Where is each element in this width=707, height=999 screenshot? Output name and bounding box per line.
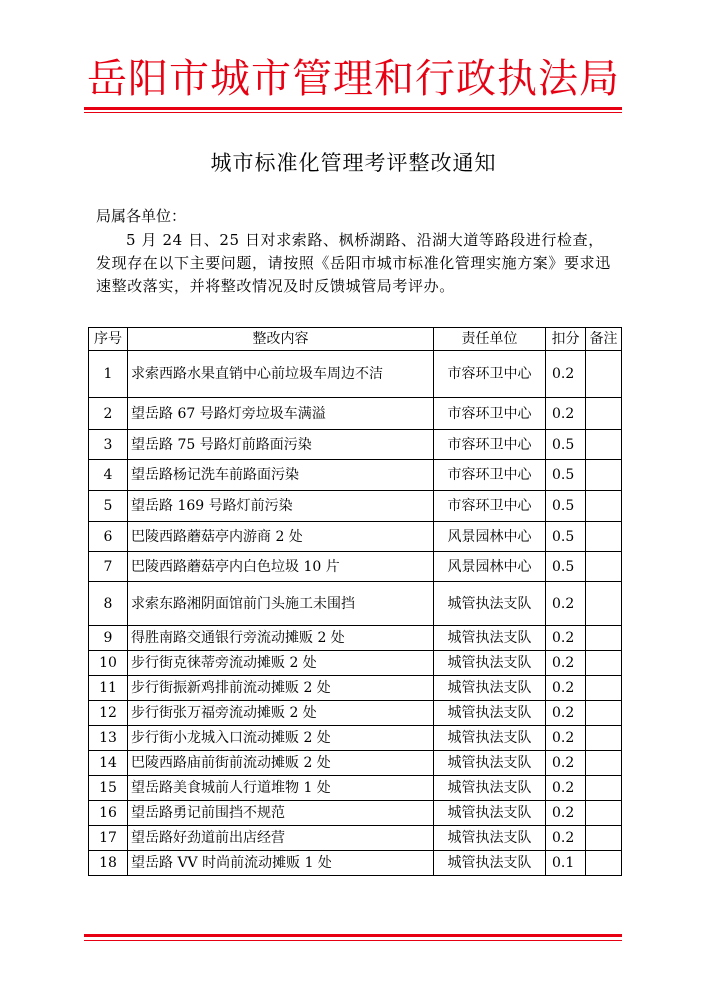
table-row	[89, 460, 622, 491]
row-unit: 风景园林中心	[434, 522, 546, 552]
header-item: 整改内容	[128, 328, 434, 351]
row-score: 0.2	[546, 651, 586, 676]
row-note	[586, 851, 622, 876]
row-num: 7	[89, 552, 128, 582]
row-unit: 风景园林中心	[434, 552, 546, 582]
footer-rule-thick	[84, 934, 622, 937]
row-num: 5	[89, 491, 128, 522]
table-row	[89, 676, 622, 701]
table-row	[89, 651, 622, 676]
row-num: 12	[89, 701, 128, 726]
row-item: 望岳路杨记洗车前路面污染	[128, 460, 434, 491]
row-unit: 市容环卫中心	[434, 460, 546, 491]
row-note	[586, 491, 622, 522]
row-num: 3	[89, 430, 128, 460]
row-note	[586, 651, 622, 676]
row-score: 0.1	[546, 851, 586, 876]
row-note	[586, 701, 622, 726]
row-score: 0.5	[546, 430, 586, 460]
table-header-row	[89, 328, 622, 351]
row-item: 望岳路好劲道前出店经营	[128, 826, 434, 851]
row-num: 8	[89, 582, 128, 626]
row-item: 望岳路 169 号路灯前污染	[128, 491, 434, 522]
row-unit: 市容环卫中心	[434, 351, 546, 398]
header-num: 序号	[89, 328, 128, 351]
row-score: 0.2	[546, 351, 586, 398]
row-note	[586, 398, 622, 430]
row-score: 0.2	[546, 826, 586, 851]
table-row	[89, 701, 622, 726]
org-name-header: 岳阳市城市管理和行政执法局	[87, 56, 620, 102]
row-score: 0.2	[546, 776, 586, 801]
row-num: 11	[89, 676, 128, 701]
row-num: 1	[89, 351, 128, 398]
row-num: 13	[89, 726, 128, 751]
row-item: 望岳路美食城前人行道堆物 1 处	[128, 776, 434, 801]
row-unit: 城管执法支队	[434, 651, 546, 676]
row-score: 0.2	[546, 751, 586, 776]
addressee: 局属各单位：	[96, 207, 187, 225]
header-note: 备注	[586, 328, 622, 351]
row-num: 2	[89, 398, 128, 430]
row-unit: 城管执法支队	[434, 826, 546, 851]
row-num: 17	[89, 826, 128, 851]
row-score: 0.2	[546, 398, 586, 430]
row-note	[586, 801, 622, 826]
row-score: 0.2	[546, 701, 586, 726]
row-item: 得胜南路交通银行旁流动摊贩 2 处	[128, 626, 434, 651]
row-score: 0.5	[546, 460, 586, 491]
row-note	[586, 826, 622, 851]
table-row	[89, 430, 622, 460]
table-row	[89, 851, 622, 876]
row-unit: 市容环卫中心	[434, 430, 546, 460]
header-rule-thin	[84, 112, 622, 113]
row-unit: 城管执法支队	[434, 701, 546, 726]
row-note	[586, 751, 622, 776]
table-row	[89, 726, 622, 751]
row-score: 0.5	[546, 522, 586, 552]
row-note	[586, 676, 622, 701]
row-item: 步行街振新鸡排前流动摊贩 2 处	[128, 676, 434, 701]
row-note	[586, 552, 622, 582]
header-unit: 责任单位	[434, 328, 546, 351]
table-row	[89, 491, 622, 522]
row-num: 4	[89, 460, 128, 491]
row-num: 18	[89, 851, 128, 876]
header-score: 扣分	[546, 328, 586, 351]
row-item: 求索东路湘阴面馆前门头施工未围挡	[128, 582, 434, 626]
row-item: 望岳路 75 号路灯前路面污染	[128, 430, 434, 460]
footer-rule-thin	[84, 940, 622, 941]
row-note	[586, 726, 622, 751]
table-row	[89, 351, 622, 398]
notice-body: 5 月 24 日、25 日对求索路、枫桥湖路、沿湖大道等路段进行检查，发现存在以下主要问题，请按照《岳阳市城市标准化管理实施方案》要求迅速整改落实，并将整改情况及时反馈城管局考评办。	[96, 231, 611, 295]
row-note	[586, 430, 622, 460]
row-item: 巴陵西路庙前街前流动摊贩 2 处	[128, 751, 434, 776]
header-rule-thick	[84, 107, 622, 110]
table-row	[89, 801, 622, 826]
row-unit: 市容环卫中心	[434, 398, 546, 430]
row-unit: 城管执法支队	[434, 676, 546, 701]
row-num: 14	[89, 751, 128, 776]
row-unit: 城管执法支队	[434, 801, 546, 826]
table-row	[89, 776, 622, 801]
row-note	[586, 626, 622, 651]
row-score: 0.2	[546, 801, 586, 826]
row-score: 0.2	[546, 676, 586, 701]
document-title: 城市标准化管理考评整改通知	[210, 151, 497, 175]
row-score: 0.5	[546, 552, 586, 582]
row-item: 求索西路水果直销中心前垃圾车周边不洁	[128, 351, 434, 398]
row-note	[586, 582, 622, 626]
row-item: 望岳路勇记前围挡不规范	[128, 801, 434, 826]
table-row	[89, 751, 622, 776]
table-row	[89, 626, 622, 651]
row-num: 16	[89, 801, 128, 826]
row-item: 步行街克徕蒂旁流动摊贩 2 处	[128, 651, 434, 676]
row-num: 15	[89, 776, 128, 801]
row-unit: 城管执法支队	[434, 726, 546, 751]
row-item: 巴陵西路蘑菇亭内白色垃圾 10 片	[128, 552, 434, 582]
row-num: 9	[89, 626, 128, 651]
row-item: 步行街小龙城入口流动摊贩 2 处	[128, 726, 434, 751]
row-item: 望岳路 VV 时尚前流动摊贩 1 处	[128, 851, 434, 876]
row-note	[586, 460, 622, 491]
row-unit: 市容环卫中心	[434, 491, 546, 522]
row-unit: 城管执法支队	[434, 851, 546, 876]
row-item: 巴陵西路蘑菇亭内游商 2 处	[128, 522, 434, 552]
row-note	[586, 776, 622, 801]
table-row	[89, 552, 622, 582]
row-num: 6	[89, 522, 128, 552]
table-row	[89, 582, 622, 626]
row-item: 望岳路 67 号路灯旁垃圾车满溢	[128, 398, 434, 430]
row-unit: 城管执法支队	[434, 626, 546, 651]
row-score: 0.5	[546, 491, 586, 522]
row-item: 步行街张万福旁流动摊贩 2 处	[128, 701, 434, 726]
row-score: 0.2	[546, 726, 586, 751]
row-note	[586, 351, 622, 398]
table-body	[89, 351, 622, 876]
row-unit: 城管执法支队	[434, 582, 546, 626]
row-unit: 城管执法支队	[434, 751, 546, 776]
row-num: 10	[89, 651, 128, 676]
row-score: 0.2	[546, 582, 586, 626]
row-score: 0.2	[546, 626, 586, 651]
table-row	[89, 826, 622, 851]
row-note	[586, 522, 622, 552]
row-unit: 城管执法支队	[434, 776, 546, 801]
table-row	[89, 522, 622, 552]
table-row	[89, 398, 622, 430]
rectification-table	[88, 327, 622, 876]
